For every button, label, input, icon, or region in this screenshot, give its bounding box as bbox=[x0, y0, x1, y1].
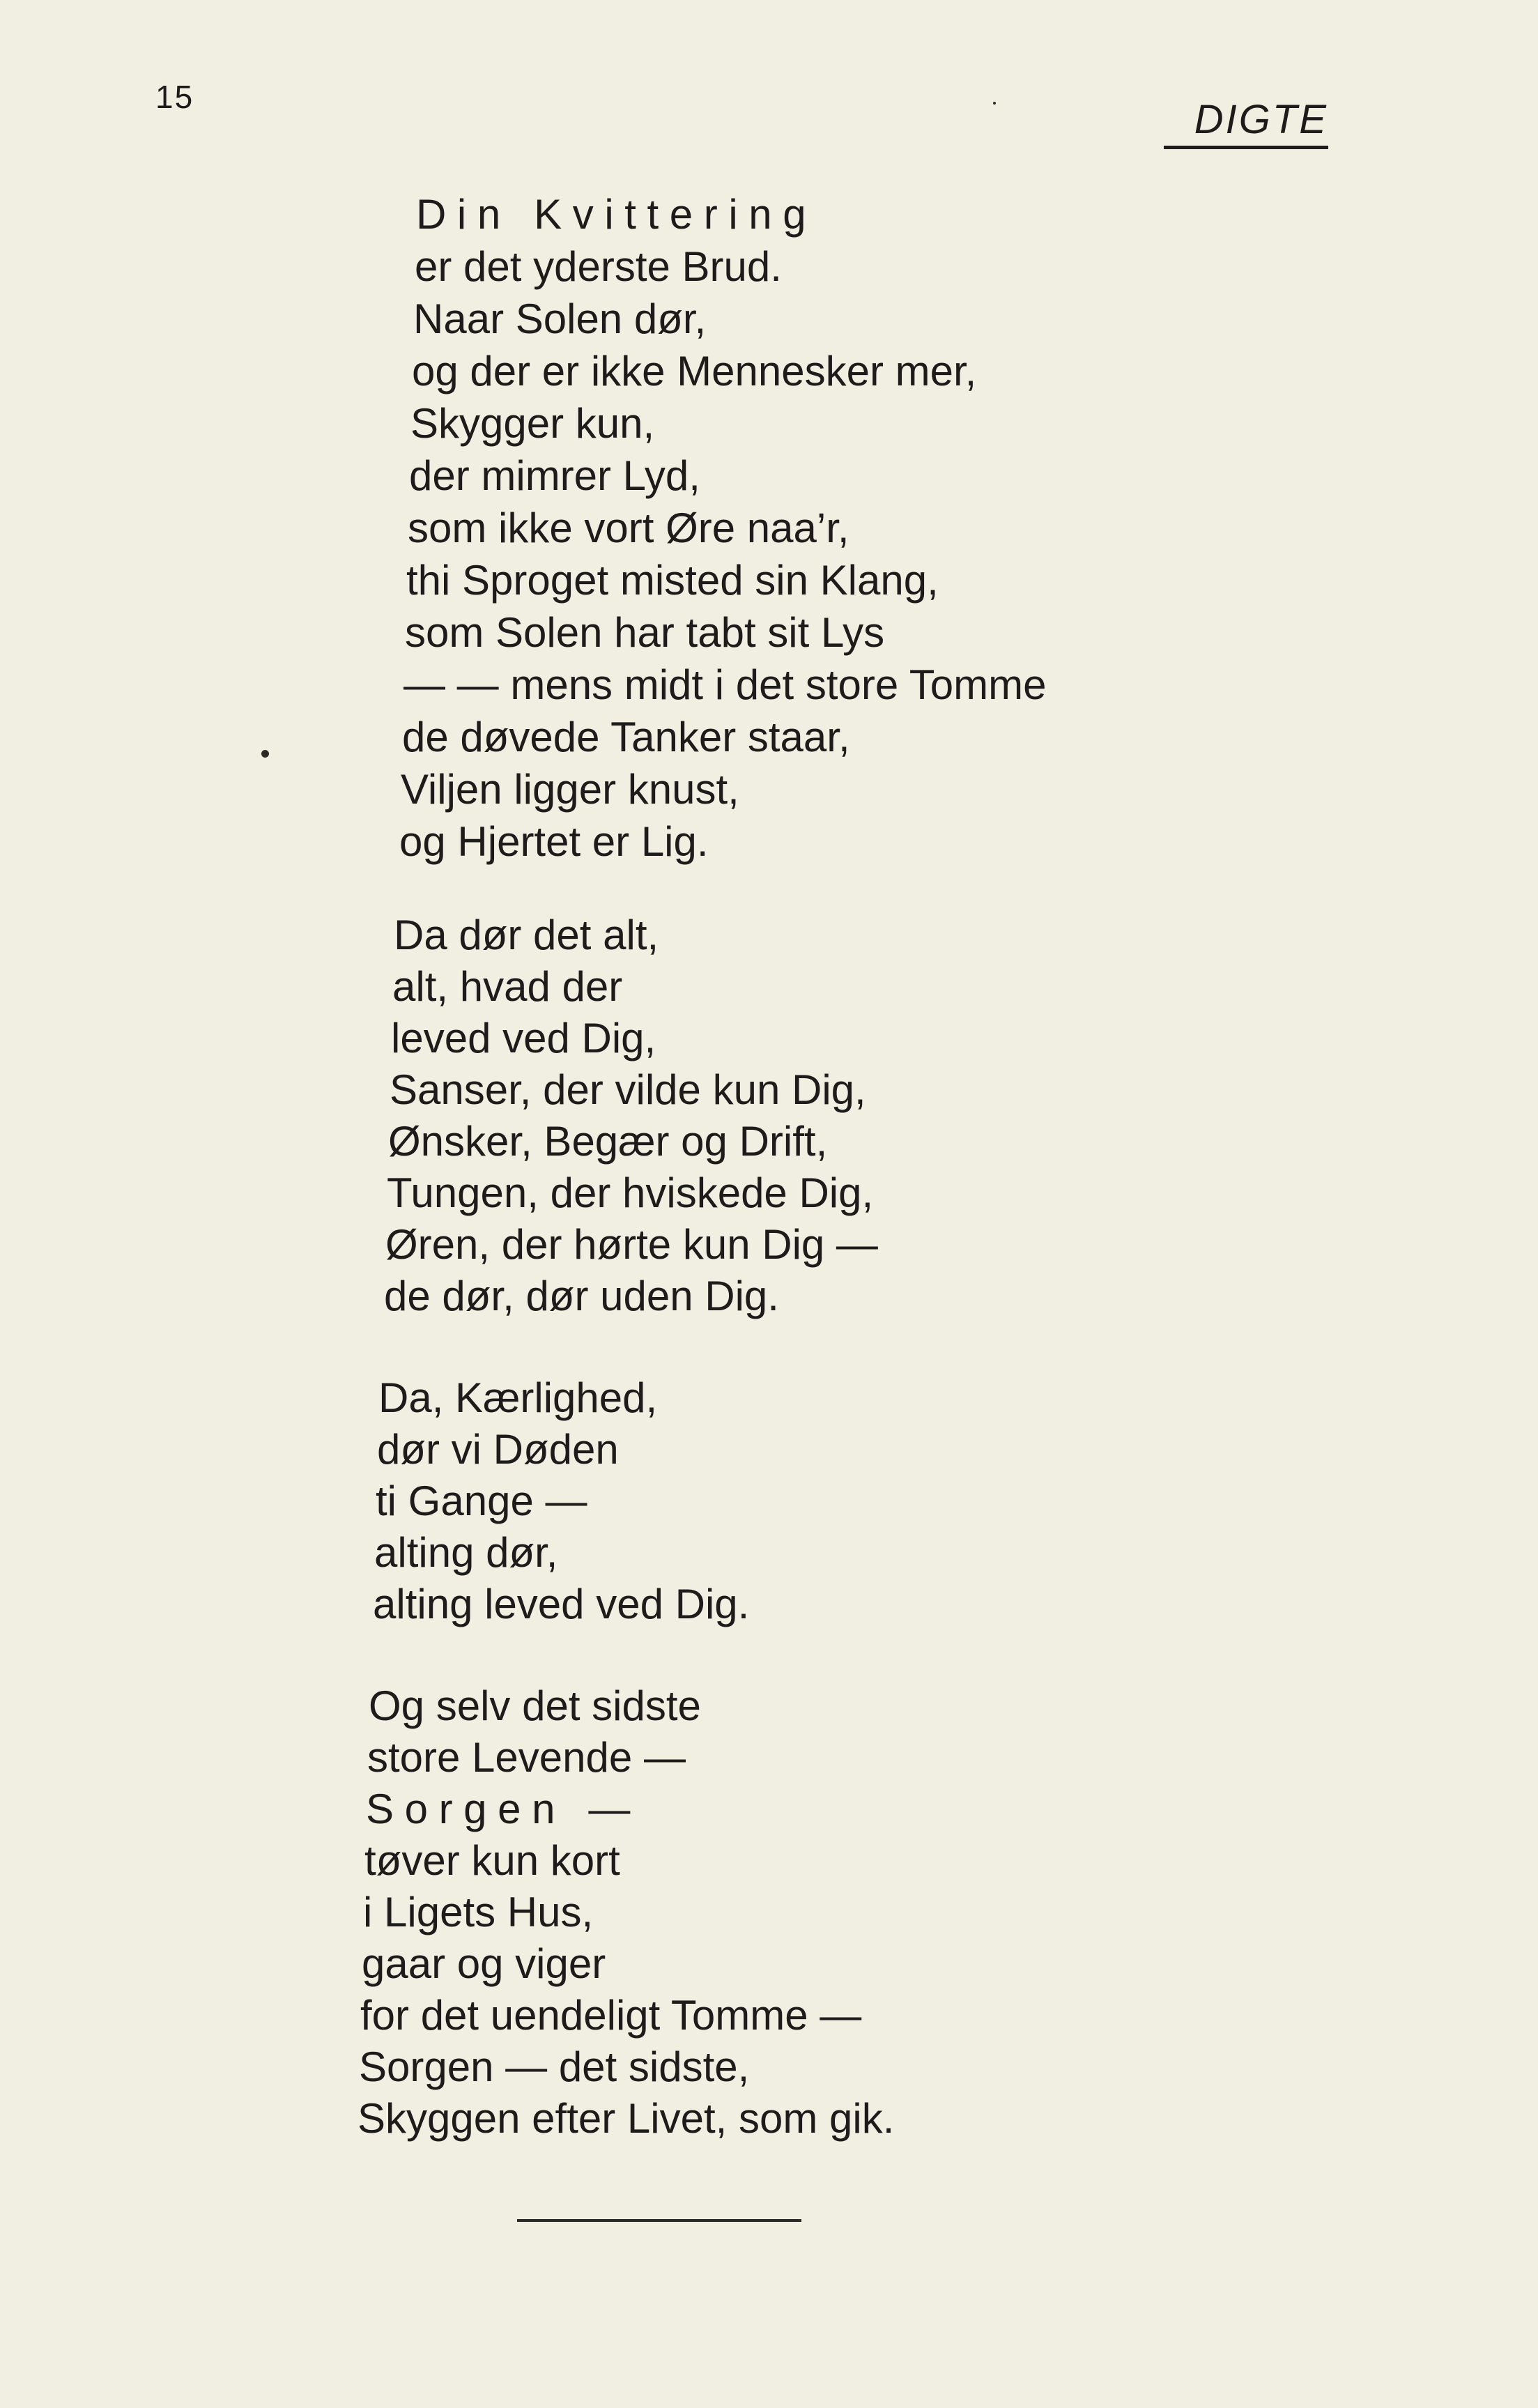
poem-line: ti Gange — bbox=[376, 1478, 587, 1524]
poem-line: og Hjertet er Lig. bbox=[399, 818, 709, 865]
poem-line: alting dør, bbox=[374, 1529, 558, 1576]
poem-line: Sanser, der vilde kun Dig, bbox=[390, 1066, 866, 1113]
running-head: DIGTE bbox=[1164, 96, 1328, 149]
end-rule bbox=[517, 2219, 801, 2222]
poem-line: — — mens midt i det store Tomme bbox=[403, 661, 1047, 708]
poem-line: Sorgen — det sidste, bbox=[359, 2043, 750, 2090]
poem-line: Og selv det sidste bbox=[369, 1682, 701, 1729]
poem-line: Sorgen — bbox=[366, 1786, 641, 1832]
poem-line: Øren, der hørte kun Dig — bbox=[385, 1221, 878, 1268]
poem-line: der mimrer Lyd, bbox=[409, 452, 700, 499]
margin-speck bbox=[993, 102, 996, 105]
poem-line: Viljen ligger knust, bbox=[401, 766, 739, 813]
poem-line: Din Kvittering bbox=[416, 191, 817, 238]
poem-line: alting leved ved Dig. bbox=[373, 1581, 750, 1627]
poem-line: store Levende — bbox=[367, 1734, 686, 1781]
poem-line: som ikke vort Øre naa’r, bbox=[408, 505, 849, 551]
poem-line: gaar og viger bbox=[362, 1940, 606, 1987]
poem-line: er det yderste Brud. bbox=[415, 243, 782, 290]
poem-line: tøver kun kort bbox=[364, 1837, 620, 1884]
poem-line: leved ved Dig, bbox=[391, 1015, 656, 1061]
poem-line: Naar Solen dør, bbox=[413, 296, 707, 342]
poem-line: Tungen, der hviskede Dig, bbox=[387, 1170, 874, 1216]
poem-line: Ønsker, Begær og Drift, bbox=[388, 1118, 828, 1165]
poem-line: alt, hvad der bbox=[392, 963, 623, 1010]
poem-line: de dør, dør uden Dig. bbox=[384, 1273, 779, 1319]
poem-line: for det uendeligt Tomme — bbox=[360, 1992, 862, 2039]
page-number: 15 bbox=[155, 79, 194, 115]
poem-line: som Solen har tabt sit Lys bbox=[405, 609, 885, 656]
poem-line: i Ligets Hus, bbox=[363, 1889, 594, 1935]
poem-line: de døvede Tanker staar, bbox=[402, 714, 850, 760]
margin-speck bbox=[261, 750, 269, 758]
poem-line: Da dør det alt, bbox=[394, 912, 659, 958]
poem-line: thi Sproget misted sin Klang, bbox=[406, 557, 939, 604]
poem-line: Da, Kærlighed, bbox=[378, 1374, 658, 1421]
poem-line: Skygger kun, bbox=[410, 400, 655, 447]
poem-line: dør vi Døden bbox=[377, 1426, 619, 1473]
poem-line: Skyggen efter Livet, som gik. bbox=[357, 2095, 895, 2142]
poem-line: og der er ikke Mennesker mer, bbox=[412, 348, 977, 394]
